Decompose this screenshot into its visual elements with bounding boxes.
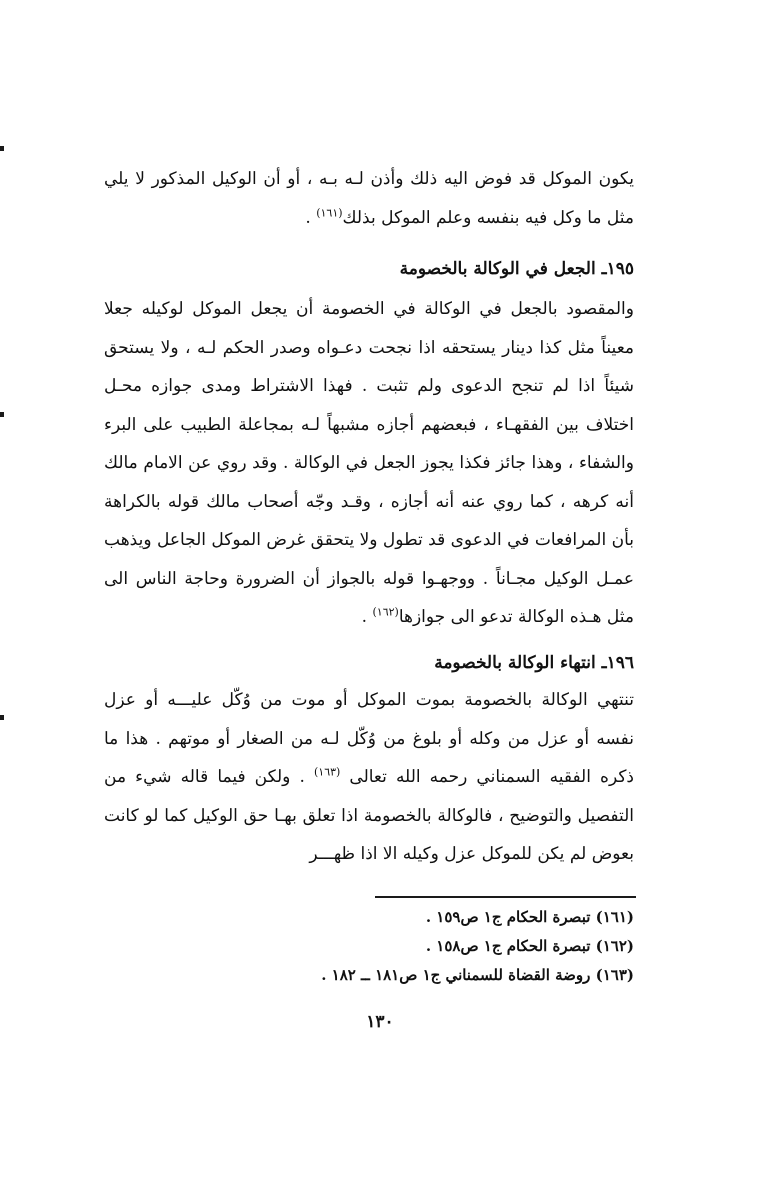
text-line: الوكيل كما لو كانت بعوض لم يكن للموكل عزل وكيله الا اذا ظهـــر [104, 805, 634, 864]
paragraph-section-195 [104, 290, 634, 637]
footnote-ref: (١٦١) [316, 205, 343, 219]
paragraph-continuation [104, 160, 634, 237]
text-line: جعلا معيناً مثل كذا دينار يستحقه اذا نجحت دعـواه وصدر الحكم لـه ، [104, 299, 634, 358]
text-line: جوازه محـل اختلاف بين الفقهـاء ، فبعضهم أجازه مشبهاً لـه بمجاعلة [104, 376, 634, 435]
text-line: قاله شيء من التفصيل والتوضيح ، فالوكالة بالخصومة اذا تعلق بهـا حق [104, 767, 634, 826]
footnote-divider [375, 896, 636, 898]
paragraph-section-196 [104, 681, 634, 874]
footnote-161: (١٦١) تبصرة الحكام ج١ ص١٥٩ . [425, 908, 634, 926]
text-line: والمقصود بالجعل في الوكالة في الخصومة أن يجعل الموكل لوكيله [141, 299, 634, 319]
footnote-ref: (١٦٣) [313, 765, 341, 779]
section-heading-196: ١٩٦ـ انتهاء الوكالة بالخصومة [434, 653, 634, 673]
footnotes [104, 903, 634, 990]
page-number: ١٣٠ [366, 1012, 394, 1032]
margin-speck [0, 412, 4, 417]
text-line: قوله بالجواز أن الضرورة وحاجة الناس الى مثل هـذه الوكالة تدعو الى [104, 568, 634, 627]
section-heading-195: ١٩٥ـ الجعل في الوكالة بالخصومة [399, 259, 634, 279]
text-line-end: . [361, 607, 373, 627]
text-line: . ولكن فيما [217, 767, 314, 787]
text-line: موتهم . هذا ما ذكره الفقيه السمناني رحمه الله تعالى [104, 728, 634, 787]
text-line: تنتهي الوكالة بالخصومة بموت الموكل أو موت من وُكّل عليـــه [167, 690, 635, 710]
text-line: يتحقق غرض الموكل الجاعل ويذهب عمـل الوكيل مجـاناً . ووجهـوا [104, 530, 635, 589]
text-line: أو عزل نفسه أو عزل من وكله أو بلوغ من وُكّل لـه من الصغار أو [104, 690, 634, 749]
text-line: الطبيب على البرء والشفاء ، وهذا جائز فكذا يجوز الجعل في الوكالة . [104, 414, 634, 473]
margin-speck [0, 715, 4, 720]
text-line: وجّه أصحاب مالك قوله بالكراهة بأن المرافعات في الدعوى قد تطول ولا [104, 491, 634, 550]
text-line: جوازها [398, 607, 446, 627]
text-line: ولا يستحق شيئاً اذا لم تنجح الدعوى ولم تثبت . فهذا الاشتراط ومدى [104, 337, 635, 396]
footnote-163: (١٦٣) روضة القضاة للسمناني ج١ ص١٨١ ــ ١٨٢ . [321, 966, 634, 984]
footnote-ref: (١٦٢) [372, 605, 399, 619]
text-line: وقد روي عن الامام مالك أنه كرهه ، كما روي عنه أنه أجازه ، وقـد [104, 453, 634, 512]
text-line: لا يلي مثل ما وكل فيه بنفسه وعلم الموكل بذلك [104, 169, 634, 228]
footnote-162: (١٦٢) تبصرة الحكام ج١ ص١٥٨ . [425, 937, 634, 955]
text-line-end: . [305, 207, 317, 228]
margin-speck [0, 146, 4, 151]
text-line: يكون الموكل قد فوض اليه ذلك وأذن لـه بـه ، أو أن الوكيل المذكور [151, 169, 634, 189]
